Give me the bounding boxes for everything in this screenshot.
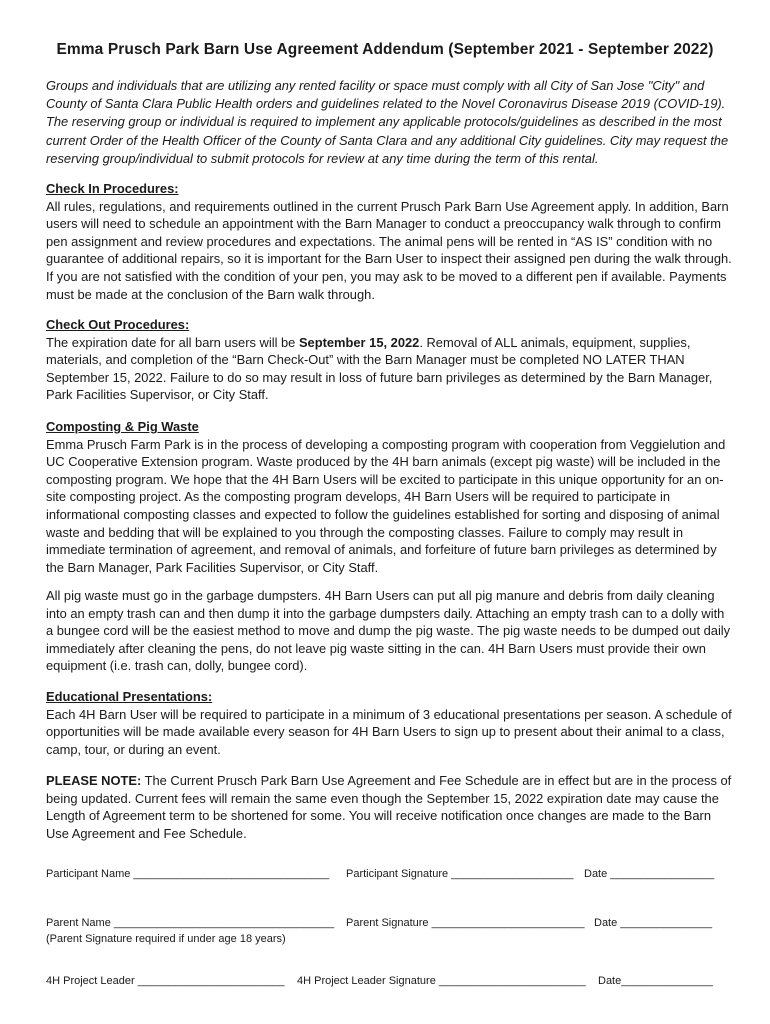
check-out-body-pre: The expiration date for all barn users will be: [46, 334, 299, 350]
check-out-section: [46, 316, 732, 404]
check-out-heading: Check Out Procedures:: [46, 317, 190, 332]
please-note-section: [46, 772, 732, 842]
please-note-body: The Current Prusch Park Barn Use Agreement and Fee Schedule are in effect but are in the process of being updated. Current fees will remain the same even though the September 15, 2022 expiration date may cause the Length of Agreement term to be shortened for some. You will receive notification once changes are made to the Barn Use Agreement and Fee Schedule.: [46, 773, 732, 841]
check-out-body-post: . Removal of ALL animals, equipment, supplies, materials, and completion of the “Barn Check-Out” with the Barn Manager must be completed NO LATER THAN September 15, 2022. Failure to do so may result in loss of future barn privileges as determined by the Barn Manager, Park Facilities Supervisor, or City Staff.: [46, 334, 713, 403]
expiration-date: September 15, 2022: [298, 334, 420, 350]
project-leader-date-line[interactable]: Date_______________: [598, 975, 714, 987]
document-title: Emma Prusch Park Barn Use Agreement Addendum (September 2021 - September 2022): [56, 41, 714, 58]
covid-intro-paragraph: Groups and individuals that are utilizing any rented facility or space must comply with all City of San Jose "City" and County of Santa Clara Public Health orders and guidelines related to the Novel Coronavirus Disease 2019 (COVID-19). The reserving group or individual is required to implement any applicable protocols/guidelines as described in the most current Order of the Health Officer of the County of Santa Clara and any additional City guidelines. City may request the reserving group/individual to submit protocols for review at any time during the term of this rental.: [46, 78, 729, 166]
parent-signature-note: (Parent Signature required if under age 18 years): [46, 933, 286, 945]
educational-heading: Educational Presentations:: [46, 689, 213, 704]
project-leader-name-line[interactable]: 4H Project Leader ________________________: [46, 975, 285, 987]
parent-date-line[interactable]: Date _______________: [594, 917, 713, 929]
please-note-label: PLEASE NOTE:: [46, 773, 142, 788]
check-in-section: [46, 180, 732, 303]
parent-name-line[interactable]: Parent Name ____________________________________: [46, 917, 335, 929]
composting-heading: Composting & Pig Waste: [46, 419, 199, 434]
check-in-body: All rules, regulations, and requirements outlined in the current Prusch Park Barn Use Agreement apply. In addition, Barn users will need to schedule an appointment with the Barn Manager to conduct a preoccupancy walk through to confirm pen assignment and review procedures and expectations. The animal pens will be rented in “AS IS” condition with no guarantee of additional repairs, so it is important for the Barn User to inspect their assigned pen during the walk through. If you are not satisfied with the condition of your pen, you may ask to be moved to a different pen if available. Payments must be made at the conclusion of the Barn walk through.: [46, 198, 732, 302]
educational-body: Each 4H Barn User will be required to participate in a minimum of 3 educational presentations per season. A schedule of opportunities will be made available every season for 4H Barn Users to sign up to present about their animal to a class, camp, tour, or during an event.: [46, 706, 732, 757]
educational-section: [46, 688, 732, 758]
parent-signature-line[interactable]: Parent Signature _________________________: [346, 917, 585, 929]
composting-body: Emma Prusch Farm Park is in the process of developing a composting program with cooperation from Veggielution and UC Cooperative Extension program. Waste produced by the 4H barn animals (except pig waste) will be included in the composting program. We hope that the 4H Barn Users will be excited to participate in this unique opportunity for an on-site composting project. As the composting program develops, 4H Barn Users will be required to participate in informational composting classes and expected to follow the guidelines established for sorting and disposing of animal waste and bedding that will be explained to you through the composting classes. Failure to comply may result in immediate termination of agreement, and removal of animals, and forfeiture of future barn privileges as determined by the Barn Manager, Park Facilities Supervisor, or City Staff.: [46, 436, 726, 575]
project-leader-signature-line[interactable]: 4H Project Leader Signature ________________________: [297, 975, 586, 987]
composting-section: [46, 418, 732, 576]
participant-name-line[interactable]: Participant Name ________________________________: [46, 868, 330, 880]
participant-date-line[interactable]: Date _________________: [584, 868, 715, 880]
check-in-heading: Check In Procedures:: [46, 181, 179, 196]
participant-signature-line[interactable]: Participant Signature ____________________: [346, 868, 574, 880]
pig-waste-paragraph: All pig waste must go in the garbage dumpsters. 4H Barn Users can put all pig manure and debris from daily cleaning into an empty trash can and then dump it into the garbage dumpsters daily. Attaching an empty trash can to a dolly with a bungee cord will be the easiest method to move and dump the pig waste. The pig waste needs to be dumped out daily immediately after cleaning the pens, do not leave pig waste sitting in the can. 4H Barn Users must provide their own equipment (i.e. trash can, dolly, bungee cord).: [46, 588, 731, 674]
